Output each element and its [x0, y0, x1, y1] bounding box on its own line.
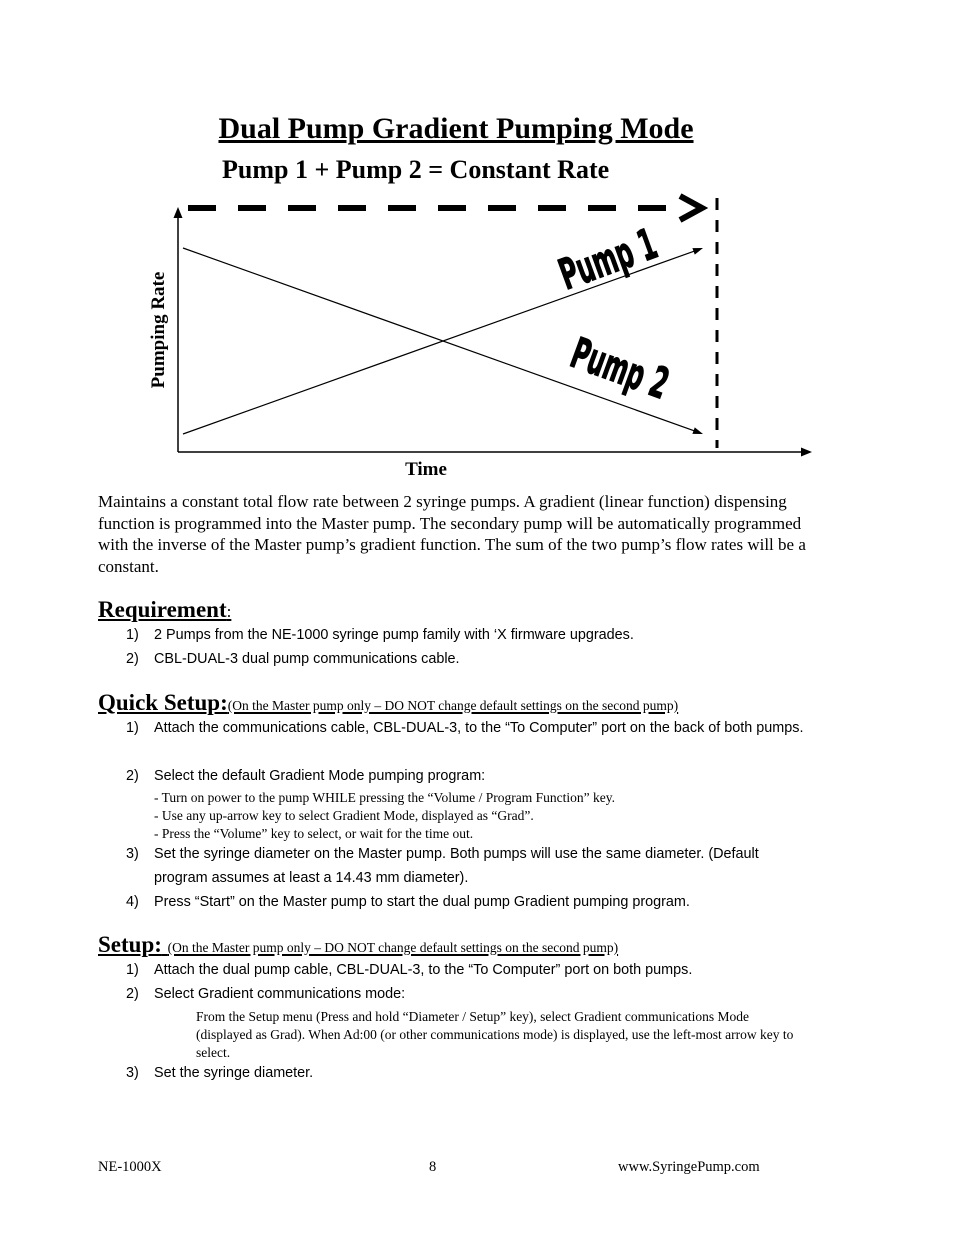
item-text: Press “Start” on the Master pump to start the dual pump Gradient pumping program. — [154, 894, 690, 910]
item-text: Set the syringe diameter on the Master pump. Both pumps will use the same diameter. (Default program assumes at least a 14.43 mm diameter). — [154, 846, 759, 886]
item-number: 2) — [126, 986, 139, 1002]
sub-step: - Turn on power to the pump WHILE pressing the “Volume / Program Function” key. — [154, 790, 615, 805]
footer-model: NE-1000X — [98, 1159, 162, 1175]
gradient-chart — [0, 0, 954, 490]
setup-heading — [98, 932, 618, 958]
requirement-heading — [98, 597, 231, 623]
constant-rate-arrowhead — [680, 196, 702, 220]
setup-detail: From the Setup menu (Press and hold “Diameter / Setup” key), select Gradient communications Mode (displayed as Grad). When Ad:00 (or other communications mode) is displayed, use the left-most arrow key to select. — [196, 1009, 794, 1060]
x-axis-label: Time — [405, 459, 447, 480]
page-title: Dual Pump Gradient Pumping Mode — [218, 112, 694, 145]
item-number: 3) — [126, 1065, 139, 1081]
page-subtitle: Pump 1 + Pump 2 = Constant Rate — [222, 155, 610, 184]
item-number: 2) — [126, 651, 139, 667]
footer-website: www.SyringePump.com — [618, 1159, 760, 1175]
quick-setup-heading-text: Quick Setup: — [98, 690, 228, 715]
series-arrowhead-2 — [692, 427, 703, 434]
sub-step: - Use any up-arrow key to select Gradient Mode, displayed as “Grad”. — [154, 808, 534, 823]
item-text: 2 Pumps from the NE-1000 syringe pump family with ‘X firmware upgrades. — [154, 627, 634, 643]
quick-setup-heading — [98, 690, 678, 716]
item-number: 4) — [126, 894, 139, 910]
series-arrowhead-1 — [692, 248, 703, 255]
item-number: 1) — [126, 720, 139, 736]
item-text: Select the default Gradient Mode pumping program: — [154, 768, 486, 784]
requirement-colon: : — [226, 602, 232, 621]
series-label-pump-2: Pump 2 — [564, 328, 676, 410]
item-number: 3) — [126, 846, 139, 862]
item-number: 2) — [126, 768, 139, 784]
requirement-heading-text: Requirement — [98, 597, 227, 622]
series-label-pump-1: Pump 1 — [552, 219, 664, 301]
item-text: CBL-DUAL-3 dual pump communications cable. — [154, 651, 460, 667]
intro-paragraph: Maintains a constant total flow rate between 2 syringe pumps. A gradient (linear function) dispensing function is programmed into the Master pump. The secondary pump will be automatically programmed with the inverse of the Master pump’s gradient function. The sum of the two pump’s flow rates will be a constant. — [98, 492, 806, 576]
item-text: Select Gradient communications mode: — [154, 986, 406, 1002]
setup-note: (On the Master pump only – DO NOT change default settings on the second pump) — [167, 940, 619, 955]
item-number: 1) — [126, 962, 139, 978]
footer-page-number: 8 — [429, 1159, 437, 1175]
item-text: Attach the communications cable, CBL-DUAL-3, to the “To Computer” port on the back of both pumps. — [154, 720, 804, 736]
y-axis-arrow — [174, 207, 183, 218]
sub-step: - Press the “Volume” key to select, or wait for the time out. — [154, 826, 474, 841]
item-number: 1) — [126, 627, 139, 643]
setup-heading-text: Setup: — [98, 932, 162, 957]
x-axis-arrow — [801, 448, 812, 457]
item-text: Set the syringe diameter. — [154, 1065, 314, 1081]
y-axis-label: Pumping Rate — [148, 271, 169, 389]
item-text: Attach the dual pump cable, CBL-DUAL-3, to the “To Computer” port on both pumps. — [154, 962, 693, 978]
quick-setup-note: (On the Master pump only – DO NOT change default settings on the second pump) — [227, 698, 679, 713]
